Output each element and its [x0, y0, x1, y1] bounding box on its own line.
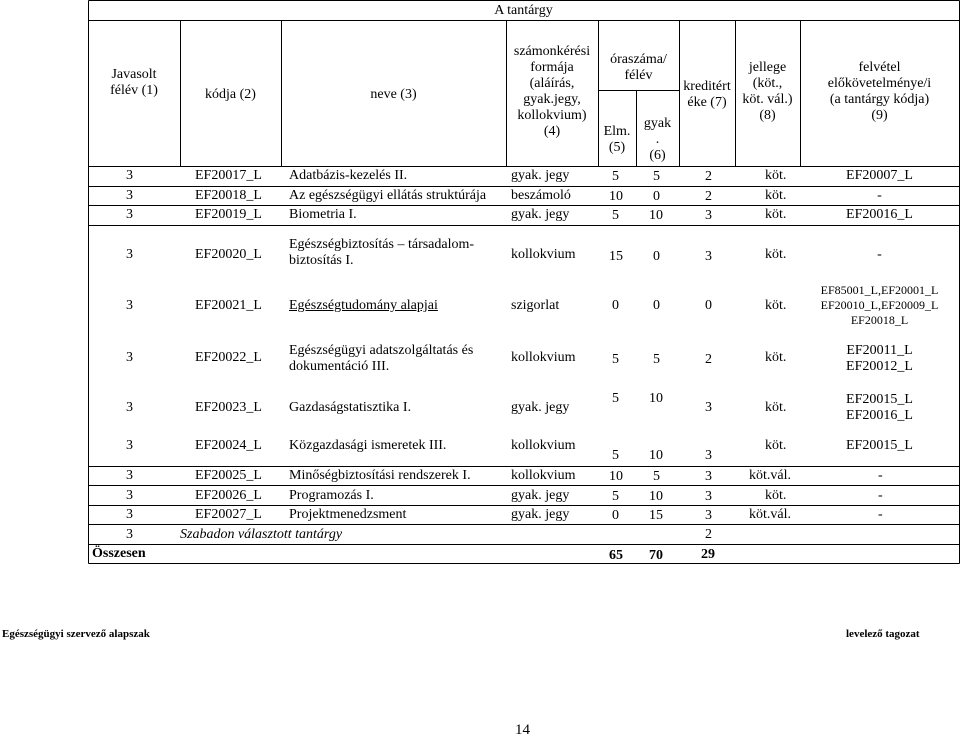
cell-semester: 3 — [126, 188, 133, 203]
header-semester: Javasolt félév (1) — [110, 67, 158, 98]
cell-practice: 0 — [653, 298, 660, 313]
cell-credit: 3 — [705, 469, 712, 484]
cell-semester: 3 — [126, 298, 133, 313]
cell-code: EF20019_L — [195, 207, 262, 222]
cell-credit: 3 — [705, 489, 712, 504]
cell-code: EF20024_L — [195, 438, 262, 453]
header-exam: számonkérési formája (aláírás, gyak.jegy, kollokvium) (4) — [513, 44, 591, 139]
cell-code: EF20021_L — [195, 298, 262, 313]
cell-credit: 0 — [705, 298, 712, 313]
total-lecture: 65 — [609, 548, 623, 563]
header-type: jellege (köt., köt. vál.) (8) — [742, 60, 793, 123]
header-hours: óraszáma/ félév — [610, 52, 667, 83]
cell-lecture: 5 — [612, 448, 619, 463]
cell-name: Gazdaságstatisztika I. — [289, 400, 412, 415]
header-code: kódja (2) — [205, 87, 256, 102]
cell-name: Egészségbiztosítás – társadalom- biztosítás I. — [289, 237, 475, 268]
cell-prereq: - — [877, 188, 882, 203]
cell-lecture: 10 — [609, 189, 623, 204]
cell-lecture: 5 — [612, 169, 619, 184]
cell-semester: 3 — [126, 247, 133, 262]
cell-name: Programozás I. — [289, 488, 374, 503]
cell-type: köt. — [765, 350, 787, 365]
cell-name: Adatbázis-kezelés II. — [289, 168, 408, 183]
cell-type: köt. — [765, 168, 787, 183]
cell-prereq: - — [878, 507, 883, 522]
elective-label: Szabadon választott tantárgy — [180, 527, 343, 542]
cell-lecture: 5 — [612, 489, 619, 504]
cell-credit: 3 — [705, 448, 712, 463]
cell-exam: gyak. jegy — [511, 207, 570, 222]
cell-prereq: EF20007_L — [846, 168, 913, 183]
cell-credit: 3 — [705, 400, 712, 415]
cell-semester: 3 — [126, 168, 133, 183]
cell-practice: 5 — [653, 169, 660, 184]
cell-credit: 3 — [705, 508, 712, 523]
cell-lecture: 5 — [612, 208, 619, 223]
cell-code: EF20027_L — [195, 507, 262, 522]
footer-program: Egészségügyi szervező alapszak — [2, 628, 150, 640]
cell-lecture: 10 — [609, 469, 623, 484]
cell-name: Minőségbiztosítási rendszerek I. — [289, 468, 471, 483]
cell-name: Projektmenedzsment — [289, 507, 407, 522]
cell-prereq: - — [878, 468, 883, 483]
cell-exam: kollokvium — [511, 438, 576, 453]
cell-credit: 2 — [705, 352, 712, 367]
cell-exam: kollokvium — [511, 350, 576, 365]
cell-type: köt. — [765, 400, 787, 415]
cell-semester: 3 — [126, 350, 133, 365]
header-prereq: felvétel előkövetelménye/i (a tantárgy kódja) (9) — [827, 60, 932, 123]
cell-type: köt. — [765, 298, 787, 313]
cell-prereq: EF20011_L EF20012_L — [846, 343, 913, 374]
cell-semester: 3 — [126, 438, 133, 453]
elective-credit: 2 — [705, 527, 712, 542]
cell-semester: 3 — [126, 207, 133, 222]
cell-lecture: 0 — [612, 298, 619, 313]
cell-code: EF20017_L — [195, 168, 262, 183]
cell-code: EF20018_L — [195, 188, 262, 203]
cell-code: EF20022_L — [195, 350, 262, 365]
header-name: neve (3) — [370, 87, 417, 102]
cell-practice: 10 — [649, 208, 663, 223]
cell-exam: kollokvium — [511, 468, 576, 483]
cell-type: köt. — [765, 488, 787, 503]
cell-practice: 10 — [649, 448, 663, 463]
cell-exam: beszámoló — [511, 188, 571, 203]
cell-code: EF20026_L — [195, 488, 262, 503]
cell-code: EF20020_L — [195, 247, 262, 262]
cell-type: köt.vál. — [749, 468, 791, 483]
cell-practice: 15 — [649, 508, 663, 523]
cell-name: Biometria I. — [289, 207, 357, 222]
cell-prereq: EF85001_L,EF20001_L EF20010_L,EF20009_L EF20018_L — [820, 283, 939, 327]
cell-name: Az egészségügyi ellátás struktúrája — [289, 188, 487, 203]
footer-mode: levelező tagozat — [846, 628, 920, 640]
table-title: A tantárgy — [494, 3, 553, 18]
cell-practice: 5 — [653, 469, 660, 484]
cell-semester: 3 — [126, 468, 133, 483]
cell-practice: 0 — [653, 189, 660, 204]
cell-type: köt. — [765, 188, 787, 203]
cell-exam: kollokvium — [511, 247, 576, 262]
cell-practice: 5 — [653, 352, 660, 367]
header-practice: gyak . (6) — [643, 116, 672, 163]
cell-type: köt.vál. — [749, 507, 791, 522]
total-credit: 29 — [701, 547, 715, 562]
cell-credit: 3 — [705, 249, 712, 264]
cell-code: EF20025_L — [195, 468, 262, 483]
cell-prereq: - — [877, 247, 882, 262]
cell-exam: szigorlat — [511, 298, 560, 313]
header-credit: kreditért éke (7) — [683, 79, 731, 110]
cell-lecture: 15 — [609, 249, 623, 264]
cell-name: Egészségügyi adatszolgáltatás és dokumentáció III. — [289, 343, 474, 374]
total-practice: 70 — [649, 548, 663, 563]
cell-prereq: - — [878, 488, 883, 503]
cell-lecture: 5 — [612, 352, 619, 367]
cell-type: köt. — [765, 438, 787, 453]
cell-practice: 10 — [649, 489, 663, 504]
cell-lecture: 0 — [612, 508, 619, 523]
cell-practice: 0 — [653, 249, 660, 264]
total-label: Összesen — [92, 546, 146, 561]
cell-code: EF20023_L — [195, 400, 262, 415]
cell-exam: gyak. jegy — [511, 507, 570, 522]
cell-prereq: EF20015_L — [846, 438, 913, 453]
cell-prereq: EF20015_L EF20016_L — [846, 392, 913, 423]
cell-semester: 3 — [126, 507, 133, 522]
cell-name: Közgazdasági ismeretek III. — [289, 438, 447, 453]
cell-prereq: EF20016_L — [846, 207, 913, 222]
elective-semester: 3 — [126, 527, 133, 542]
cell-lecture: 5 — [612, 391, 619, 406]
cell-credit: 3 — [705, 208, 712, 223]
header-lecture: Elm. (5) — [603, 124, 631, 155]
cell-exam: gyak. jegy — [511, 168, 570, 183]
cell-credit: 2 — [705, 189, 712, 204]
cell-exam: gyak. jegy — [511, 400, 570, 415]
cell-type: köt. — [765, 247, 787, 262]
cell-name: Egészségtudomány alapjai — [289, 298, 438, 313]
cell-semester: 3 — [126, 488, 133, 503]
cell-semester: 3 — [126, 400, 133, 415]
page-number: 14 — [515, 722, 530, 738]
cell-type: köt. — [765, 207, 787, 222]
cell-credit: 2 — [705, 169, 712, 184]
cell-exam: gyak. jegy — [511, 488, 570, 503]
cell-practice: 10 — [649, 391, 663, 406]
